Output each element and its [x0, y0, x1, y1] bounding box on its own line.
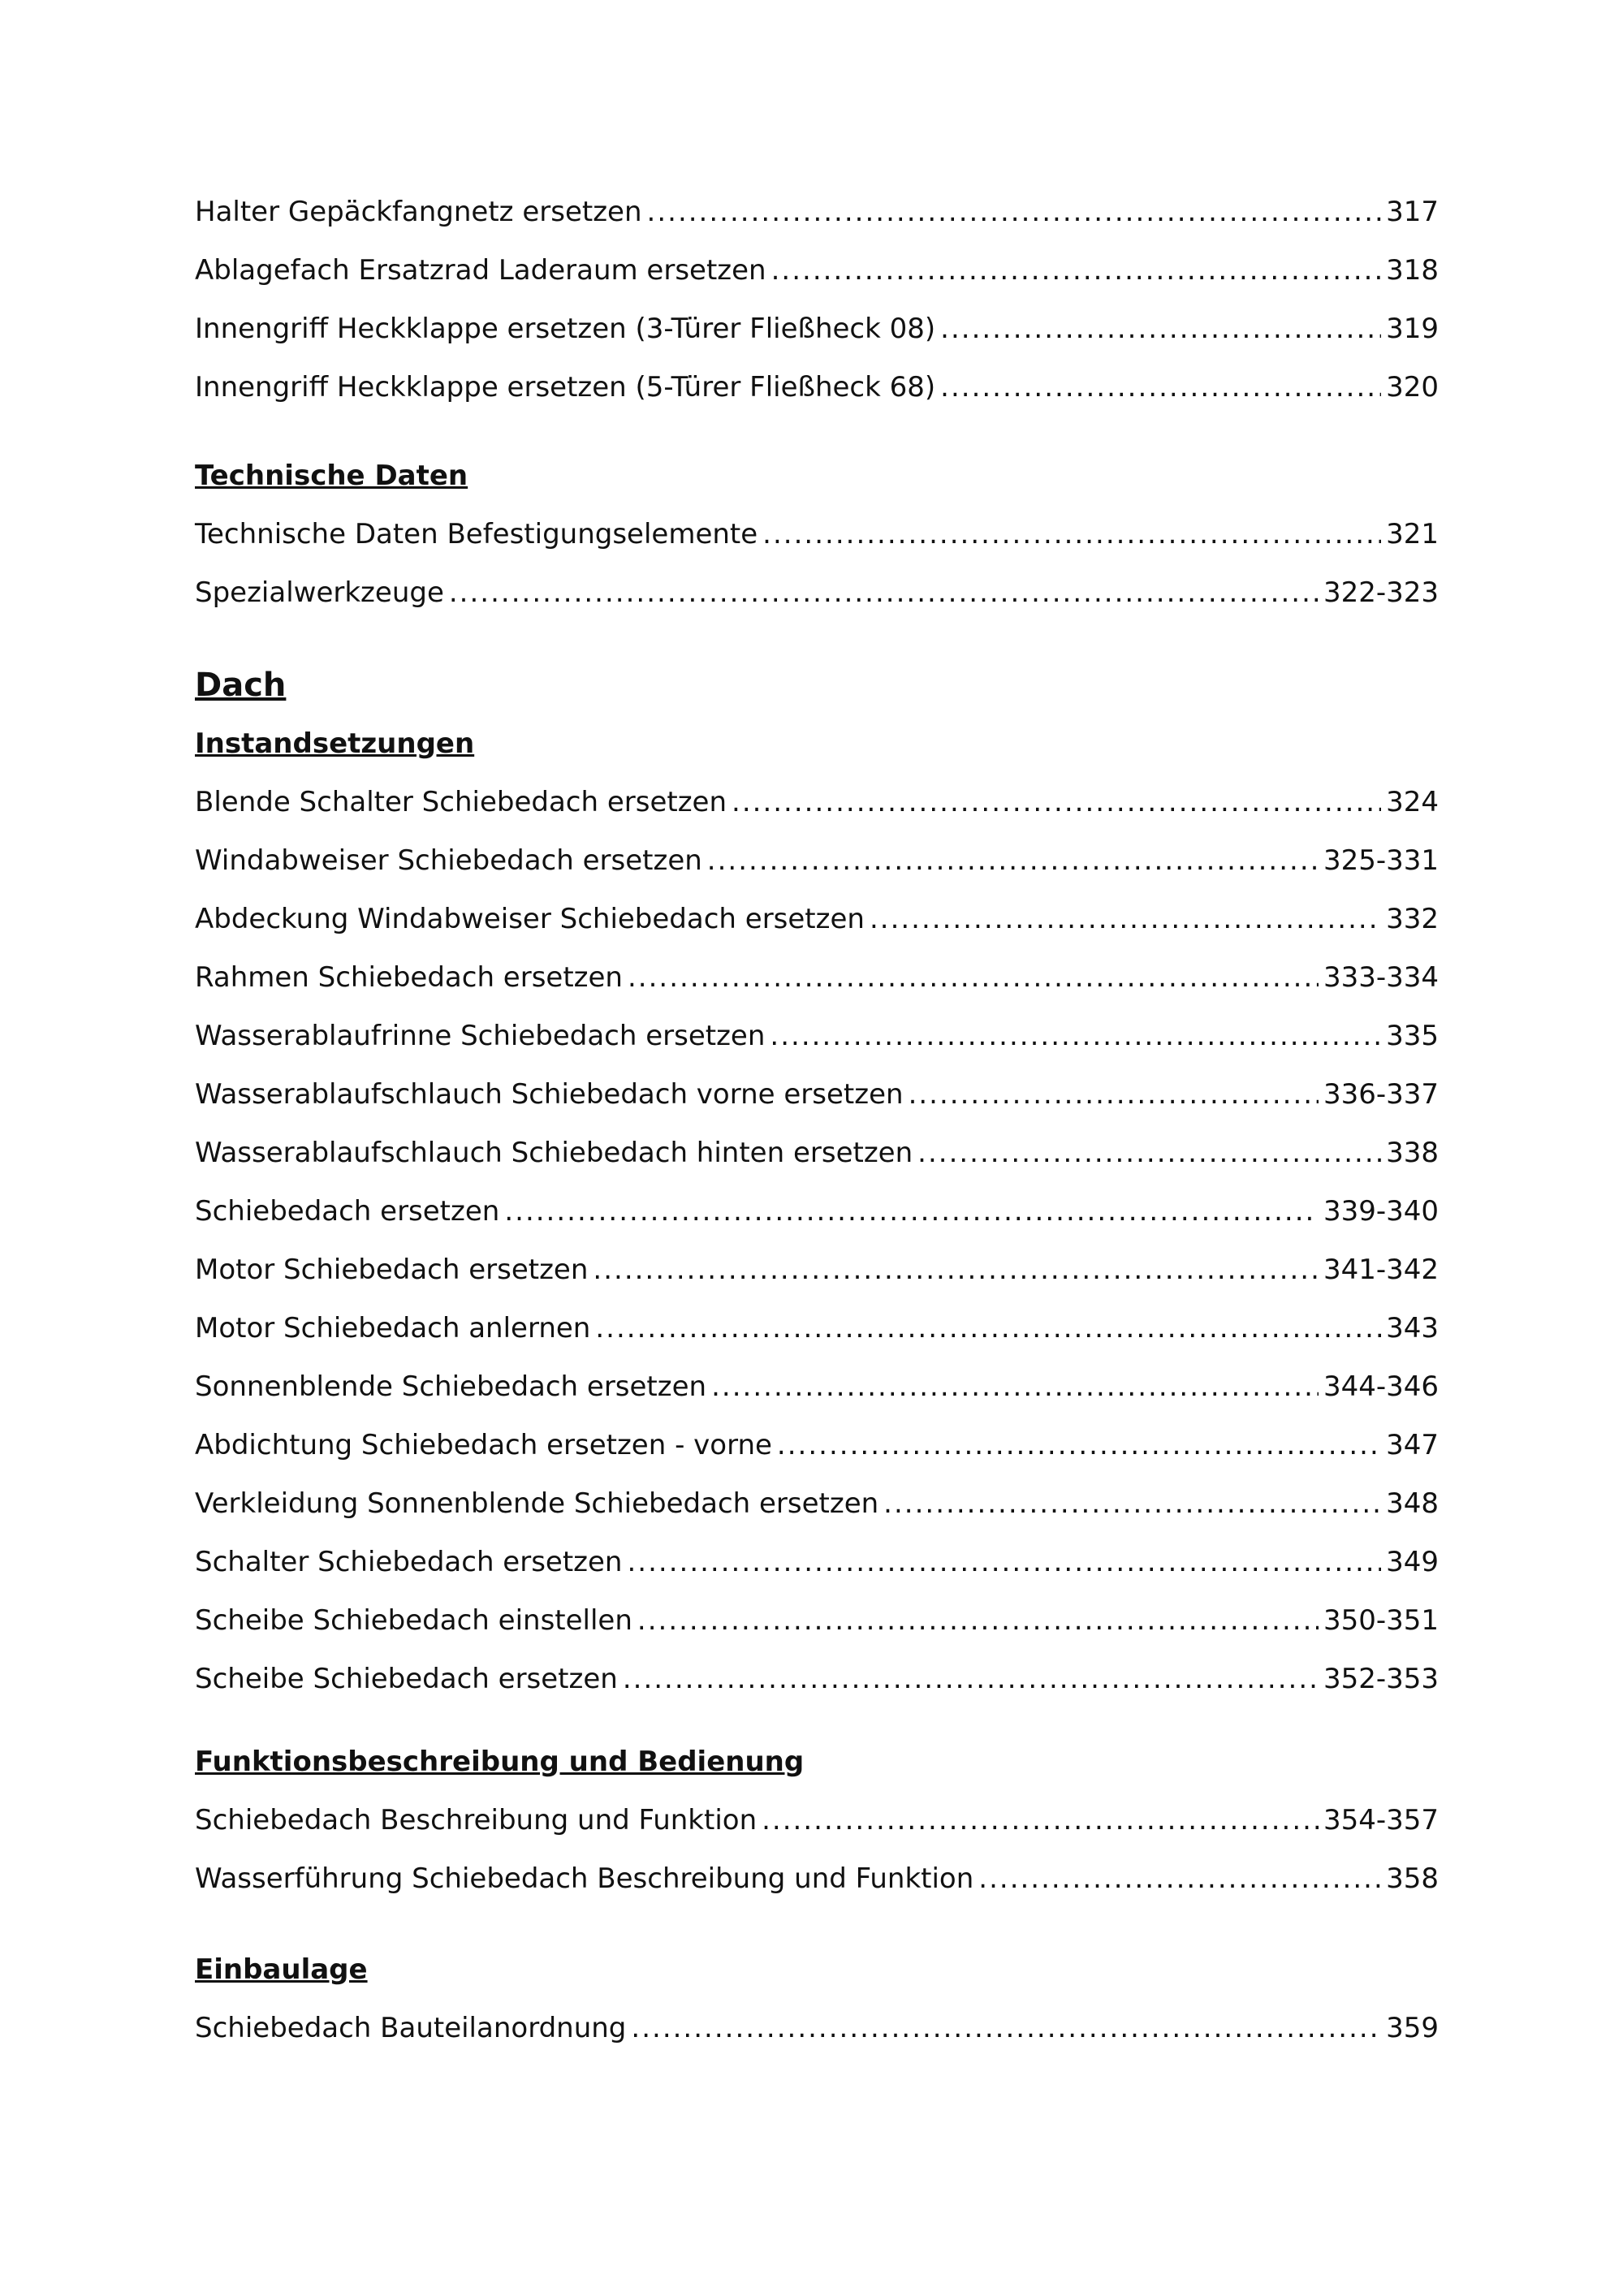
toc-entry-page: 336-337 — [1323, 1078, 1439, 1111]
toc-entry-page: 322-323 — [1323, 576, 1439, 609]
toc-entry-title: Scheibe Schiebedach einstellen — [195, 1604, 632, 1637]
section-heading-instandsetzungen: Instandsetzungen — [195, 727, 475, 760]
toc-entry-title: Innengriff Heckklappe ersetzen (3-Türer Fließheck 08) — [195, 313, 936, 345]
toc-entry-page: 335 — [1386, 1020, 1439, 1052]
section-heading-funktionsbeschreibung: Funktionsbeschreibung und Bedienung — [195, 1746, 805, 1778]
toc-entry[interactable] — [195, 1416, 1439, 1474]
toc-entry-title: Schalter Schiebedach ersetzen — [195, 1546, 623, 1578]
toc-group-funktionsbeschreibung — [195, 1791, 1439, 1908]
toc-entry-page: 321 — [1386, 518, 1439, 550]
toc-entry-title: Verkleidung Sonnenblende Schiebedach ersetzen — [195, 1487, 879, 1520]
toc-entry-title: Wasserführung Schiebedach Beschreibung und Funktion — [195, 1862, 974, 1895]
toc-entry[interactable] — [195, 890, 1439, 948]
dot-leader — [771, 241, 1381, 300]
toc-entry-title: Wasserablaufschlauch Schiebedach vorne ersetzen — [195, 1078, 904, 1111]
toc-entry[interactable] — [195, 1999, 1439, 2057]
dot-leader — [631, 1999, 1381, 2057]
dot-leader — [762, 1791, 1319, 1849]
dot-leader — [593, 1241, 1319, 1299]
section-heading-einbaulage: Einbaulage — [195, 1953, 368, 1986]
toc-entry[interactable] — [195, 1357, 1439, 1416]
toc-entry-page: 317 — [1386, 196, 1439, 228]
toc-entry-title: Sonnenblende Schiebedach ersetzen — [195, 1370, 707, 1403]
toc-entry-title: Schiebedach Beschreibung und Funktion — [195, 1804, 758, 1836]
toc-entry[interactable] — [195, 1299, 1439, 1357]
toc-entry-page: 333-334 — [1323, 961, 1439, 994]
dot-leader — [732, 773, 1381, 831]
dot-leader — [627, 1533, 1381, 1591]
toc-entry[interactable] — [195, 1241, 1439, 1299]
toc-entry-page: 347 — [1386, 1429, 1439, 1461]
toc-entry[interactable] — [195, 183, 1439, 241]
toc-entry[interactable] — [195, 1650, 1439, 1708]
dot-leader — [623, 1650, 1319, 1708]
toc-entry-page: 352-353 — [1323, 1663, 1439, 1695]
toc-group-instandsetzungen — [195, 773, 1439, 1708]
dot-leader — [917, 1124, 1381, 1182]
toc-entry-title: Schiebedach Bauteilanordnung — [195, 2012, 627, 2044]
toc-group-technische-daten — [195, 505, 1439, 622]
toc-group-einbaulage — [195, 1999, 1439, 2057]
toc-entry-title: Rahmen Schiebedach ersetzen — [195, 961, 623, 994]
dot-leader — [628, 948, 1319, 1007]
dot-leader — [978, 1849, 1381, 1908]
toc-entry[interactable] — [195, 1591, 1439, 1650]
dot-leader — [504, 1182, 1319, 1241]
toc-entry[interactable] — [195, 358, 1439, 416]
toc-entry[interactable] — [195, 1124, 1439, 1182]
dot-leader — [883, 1474, 1381, 1533]
toc-entry-page: 325-331 — [1323, 844, 1439, 877]
dot-leader — [777, 1416, 1381, 1474]
toc-entry[interactable] — [195, 1182, 1439, 1241]
toc-entry-title: Wasserablaufschlauch Schiebedach hinten ersetzen — [195, 1137, 913, 1169]
toc-entry-page: 332 — [1386, 903, 1439, 935]
toc-entry-page: 341-342 — [1323, 1254, 1439, 1286]
toc-entry[interactable] — [195, 1065, 1439, 1124]
toc-entry-page: 359 — [1386, 2012, 1439, 2044]
dot-leader — [647, 183, 1382, 241]
toc-entry-page: 358 — [1386, 1862, 1439, 1895]
dot-leader — [711, 1357, 1319, 1416]
toc-entry-title: Wasserablaufrinne Schiebedach ersetzen — [195, 1020, 766, 1052]
dot-leader — [870, 890, 1381, 948]
toc-entry-title: Innengriff Heckklappe ersetzen (5-Türer Fließheck 68) — [195, 371, 936, 404]
toc-entry-title: Technische Daten Befestigungselemente — [195, 518, 758, 550]
toc-entry-page: 344-346 — [1323, 1370, 1439, 1403]
toc-entry-title: Ablagefach Ersatzrad Laderaum ersetzen — [195, 254, 766, 287]
toc-entry-page: 324 — [1386, 786, 1439, 818]
toc-entry[interactable] — [195, 1791, 1439, 1849]
toc-entry-page: 354-357 — [1323, 1804, 1439, 1836]
toc-entry[interactable] — [195, 241, 1439, 300]
toc-entry[interactable] — [195, 1849, 1439, 1908]
toc-entry-page: 319 — [1386, 313, 1439, 345]
toc-entry[interactable] — [195, 300, 1439, 358]
dot-leader — [940, 358, 1381, 416]
toc-entry-title: Windabweiser Schiebedach ersetzen — [195, 844, 702, 877]
toc-entry[interactable] — [195, 1533, 1439, 1591]
toc-entry-title: Abdichtung Schiebedach ersetzen - vorne — [195, 1429, 772, 1461]
toc-entry-title: Scheibe Schiebedach ersetzen — [195, 1663, 618, 1695]
toc-entry-page: 339-340 — [1323, 1195, 1439, 1228]
dot-leader — [637, 1591, 1319, 1650]
dot-leader — [595, 1299, 1381, 1357]
toc-group-continued — [195, 183, 1439, 416]
toc-entry-page: 349 — [1386, 1546, 1439, 1578]
toc-entry[interactable] — [195, 773, 1439, 831]
toc-entry-title: Blende Schalter Schiebedach ersetzen — [195, 786, 727, 818]
toc-entry[interactable] — [195, 948, 1439, 1007]
toc-entry-page: 348 — [1386, 1487, 1439, 1520]
toc-entry[interactable] — [195, 505, 1439, 563]
dot-leader — [909, 1065, 1319, 1124]
dot-leader — [940, 300, 1381, 358]
toc-entry-page: 350-351 — [1323, 1604, 1439, 1637]
toc-entry-page: 318 — [1386, 254, 1439, 287]
section-heading-technische-daten: Technische Daten — [195, 460, 468, 492]
toc-entry-page: 320 — [1386, 371, 1439, 404]
toc-entry-page: 343 — [1386, 1312, 1439, 1344]
toc-entry-title: Motor Schiebedach anlernen — [195, 1312, 591, 1344]
dot-leader — [449, 563, 1319, 622]
chapter-heading-dach: Dach — [195, 667, 287, 704]
toc-entry[interactable] — [195, 563, 1439, 622]
dot-leader — [707, 831, 1319, 890]
toc-entry-title: Halter Gepäckfangnetz ersetzen — [195, 196, 642, 228]
toc-entry-title: Spezialwerkzeuge — [195, 576, 444, 609]
toc-entry-title: Abdeckung Windabweiser Schiebedach ersetzen — [195, 903, 865, 935]
toc-entry-title: Motor Schiebedach ersetzen — [195, 1254, 589, 1286]
toc-entry-title: Schiebedach ersetzen — [195, 1195, 500, 1228]
dot-leader — [770, 1007, 1381, 1065]
toc-entry[interactable] — [195, 1007, 1439, 1065]
toc-entry[interactable] — [195, 831, 1439, 890]
toc-entry-page: 338 — [1386, 1137, 1439, 1169]
toc-entry[interactable] — [195, 1474, 1439, 1533]
dot-leader — [762, 505, 1381, 563]
